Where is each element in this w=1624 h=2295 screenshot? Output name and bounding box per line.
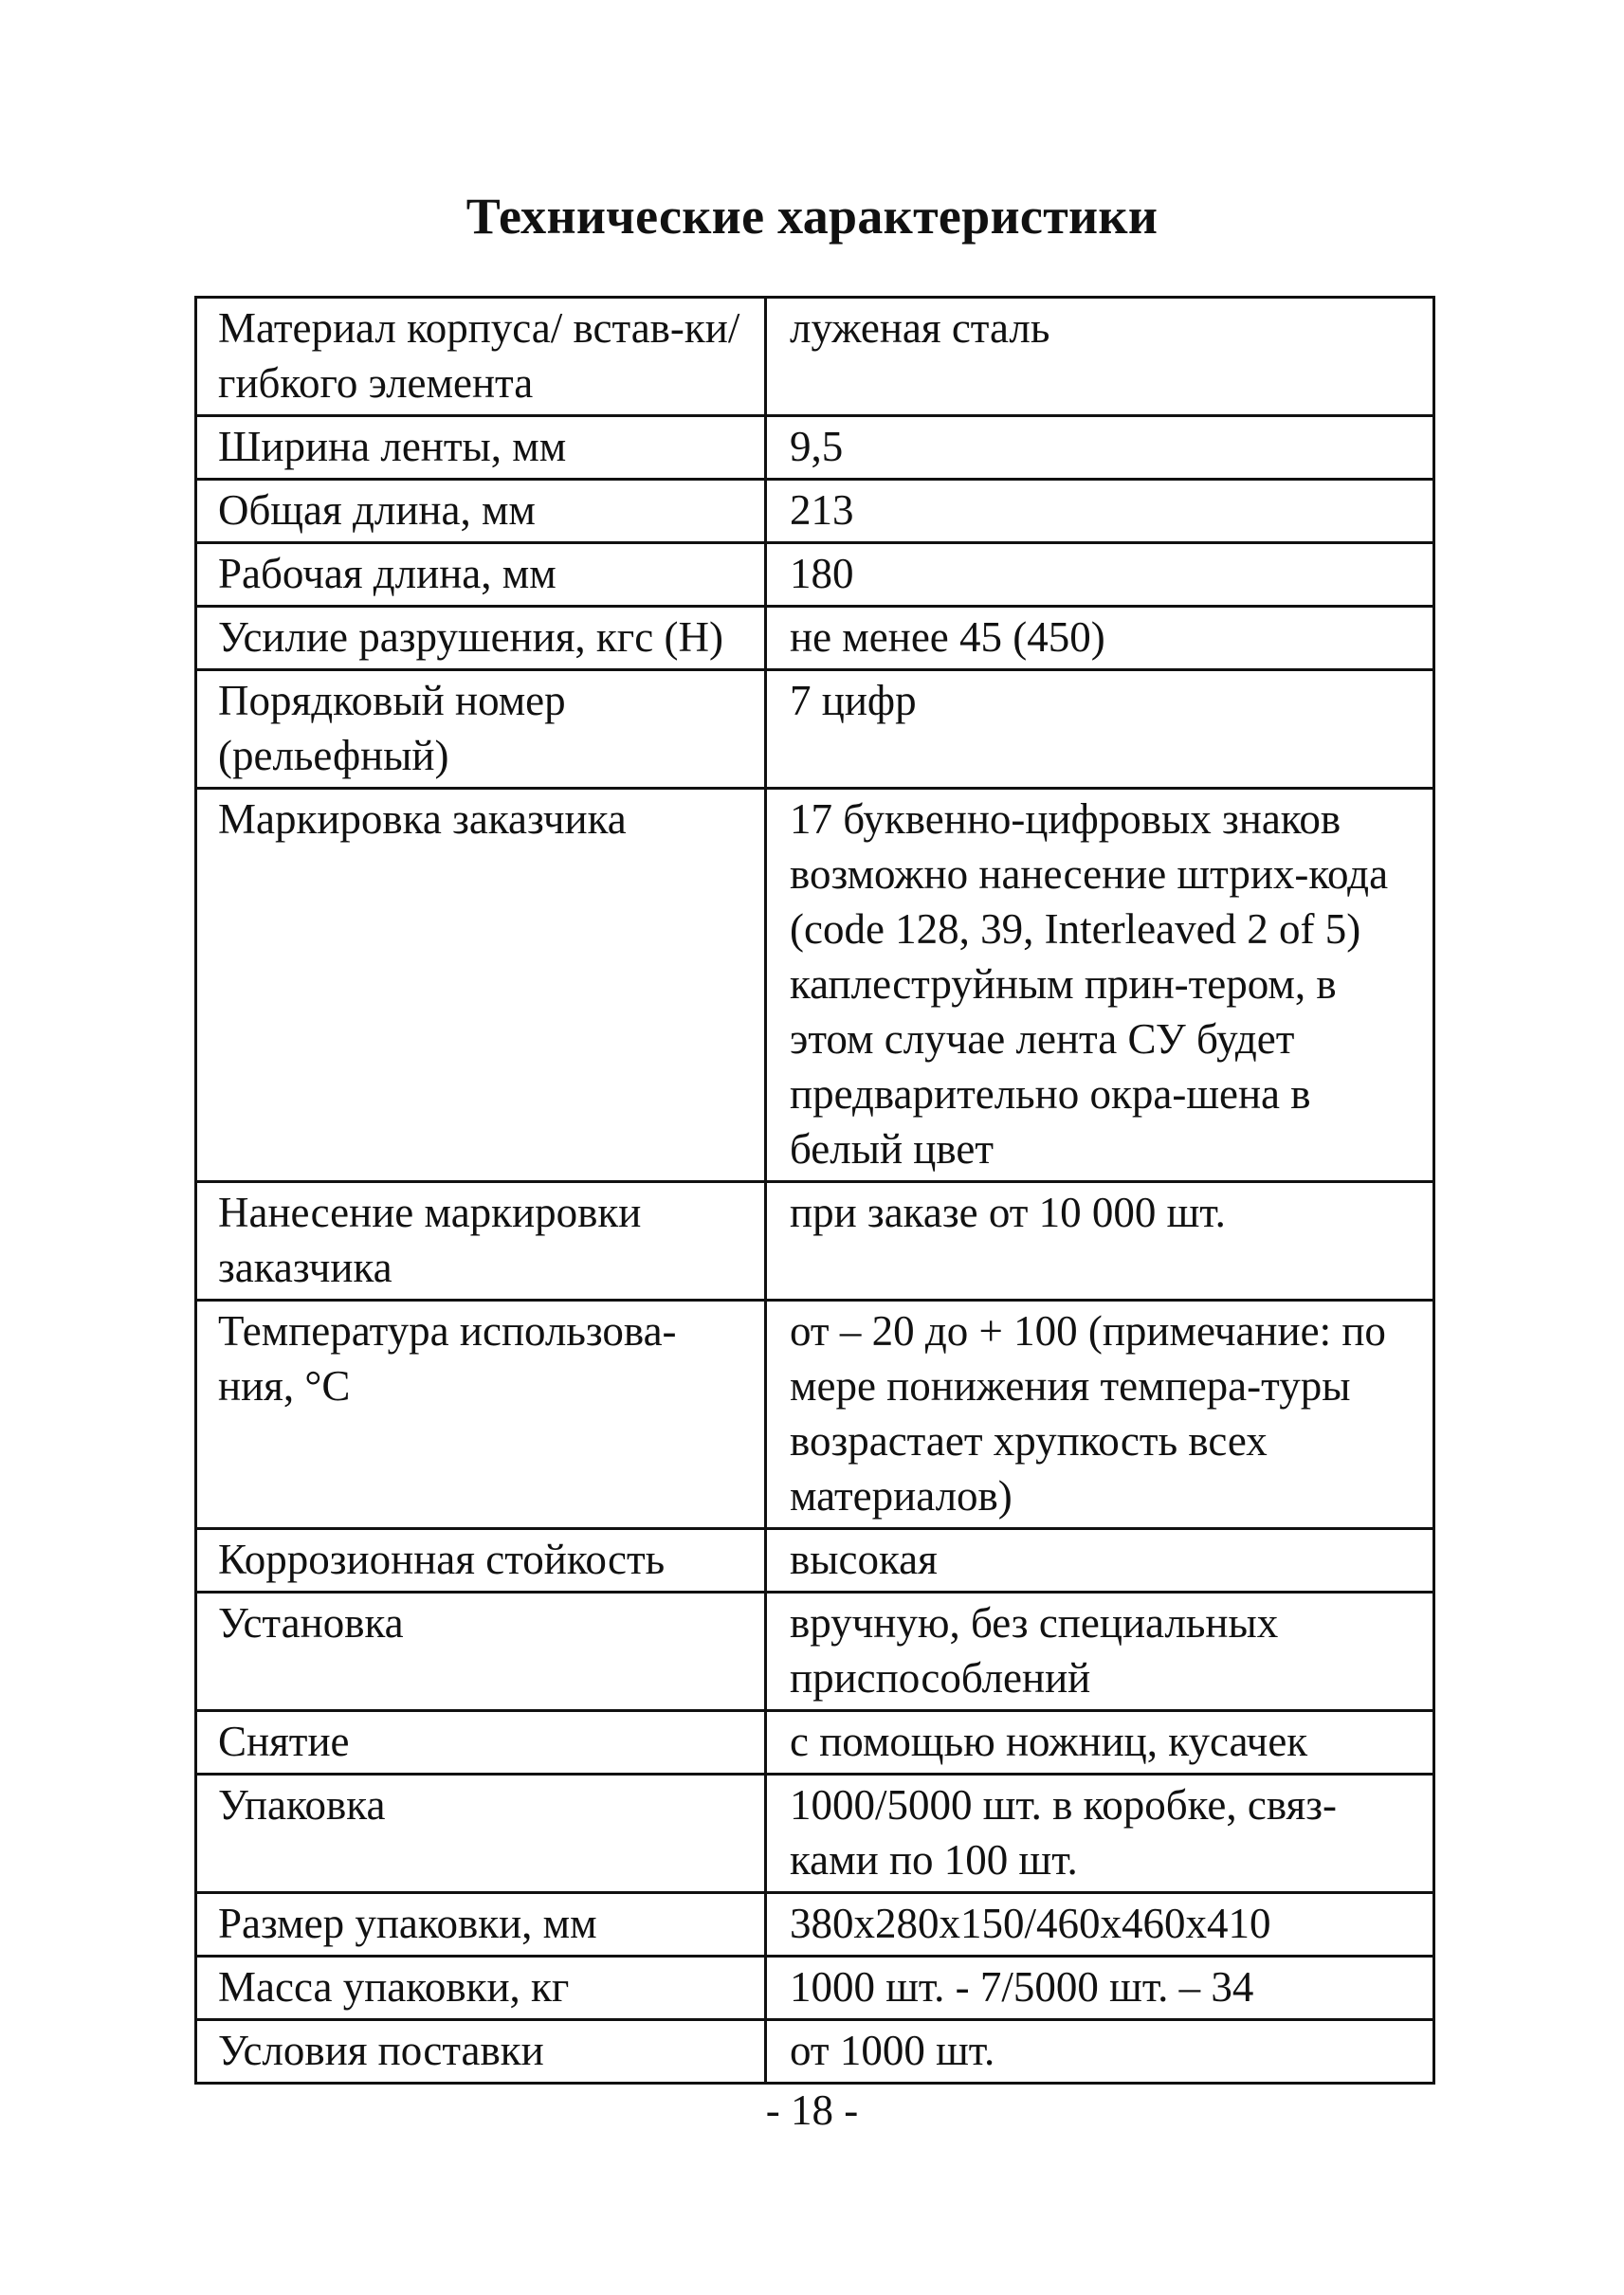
table-row xyxy=(196,1301,1434,1529)
spec-label: Порядковый номер (рельефный) xyxy=(196,670,766,789)
spec-value: 180 xyxy=(766,543,1434,607)
spec-label: Снятие xyxy=(196,1711,766,1775)
spec-label: Установка xyxy=(196,1593,766,1711)
spec-value: 1000/5000 шт. в коробке, связ-ками по 100 шт. xyxy=(766,1775,1434,1893)
spec-value: 9,5 xyxy=(766,416,1434,480)
table-row xyxy=(196,789,1434,1182)
spec-value: вручную, без специальных приспособлений xyxy=(766,1593,1434,1711)
spec-label: Упаковка xyxy=(196,1775,766,1893)
spec-label: Усилие разрушения, кгс (Н) xyxy=(196,607,766,670)
spec-label: Нанесение маркировки заказчика xyxy=(196,1182,766,1301)
page-title: Технические характеристики xyxy=(465,188,1159,245)
spec-label: Маркировка заказчика xyxy=(196,789,766,1182)
spec-value: от 1000 шт. xyxy=(766,2020,1434,2084)
table-row xyxy=(196,1593,1434,1711)
spec-value: 7 цифр xyxy=(766,670,1434,789)
table-row xyxy=(196,480,1434,543)
spec-value: при заказе от 10 000 шт. xyxy=(766,1182,1434,1301)
spec-value: луженая сталь xyxy=(766,298,1434,416)
spec-value: от – 20 до + 100 (примечание: по мере понижения темпера-туры возрастает хрупкость всех материалов) xyxy=(766,1301,1434,1529)
spec-label: Масса упаковки, кг xyxy=(196,1957,766,2020)
table-row xyxy=(196,1529,1434,1593)
spec-value: не менее 45 (450) xyxy=(766,607,1434,670)
table-row xyxy=(196,1711,1434,1775)
spec-value: высокая xyxy=(766,1529,1434,1593)
spec-value: 17 буквенно-цифровых знаков возможно нанесение штрих-кода (code 128, 39, Interleaved 2 of 5) каплеструйным прин-тером, в этом случае лента СУ будет предварительно окра-шена в белый цвет xyxy=(766,789,1434,1182)
spec-value: 380х280х150/460х460х410 xyxy=(766,1893,1434,1957)
table-row xyxy=(196,1893,1434,1957)
spec-value: 1000 шт. - 7/5000 шт. – 34 xyxy=(766,1957,1434,2020)
page-number: - 18 - xyxy=(765,2086,859,2134)
specifications-table xyxy=(194,296,1435,2085)
spec-value: 213 xyxy=(766,480,1434,543)
table-row xyxy=(196,670,1434,789)
spec-label: Размер упаковки, мм xyxy=(196,1893,766,1957)
spec-label: Общая длина, мм xyxy=(196,480,766,543)
spec-label: Ширина ленты, мм xyxy=(196,416,766,480)
spec-label: Рабочая длина, мм xyxy=(196,543,766,607)
table-row xyxy=(196,2020,1434,2084)
table-row xyxy=(196,543,1434,607)
spec-label: Температура использова-ния, °С xyxy=(196,1301,766,1529)
spec-label: Условия поставки xyxy=(196,2020,766,2084)
table-row xyxy=(196,607,1434,670)
table-row xyxy=(196,416,1434,480)
spec-label: Коррозионная стойкость xyxy=(196,1529,766,1593)
table-row xyxy=(196,1957,1434,2020)
table-row xyxy=(196,1182,1434,1301)
spec-label: Материал корпуса/ встав-ки/ гибкого элемента xyxy=(196,298,766,416)
table-row xyxy=(196,298,1434,416)
table-row xyxy=(196,1775,1434,1893)
spec-value: с помощью ножниц, кусачек xyxy=(766,1711,1434,1775)
